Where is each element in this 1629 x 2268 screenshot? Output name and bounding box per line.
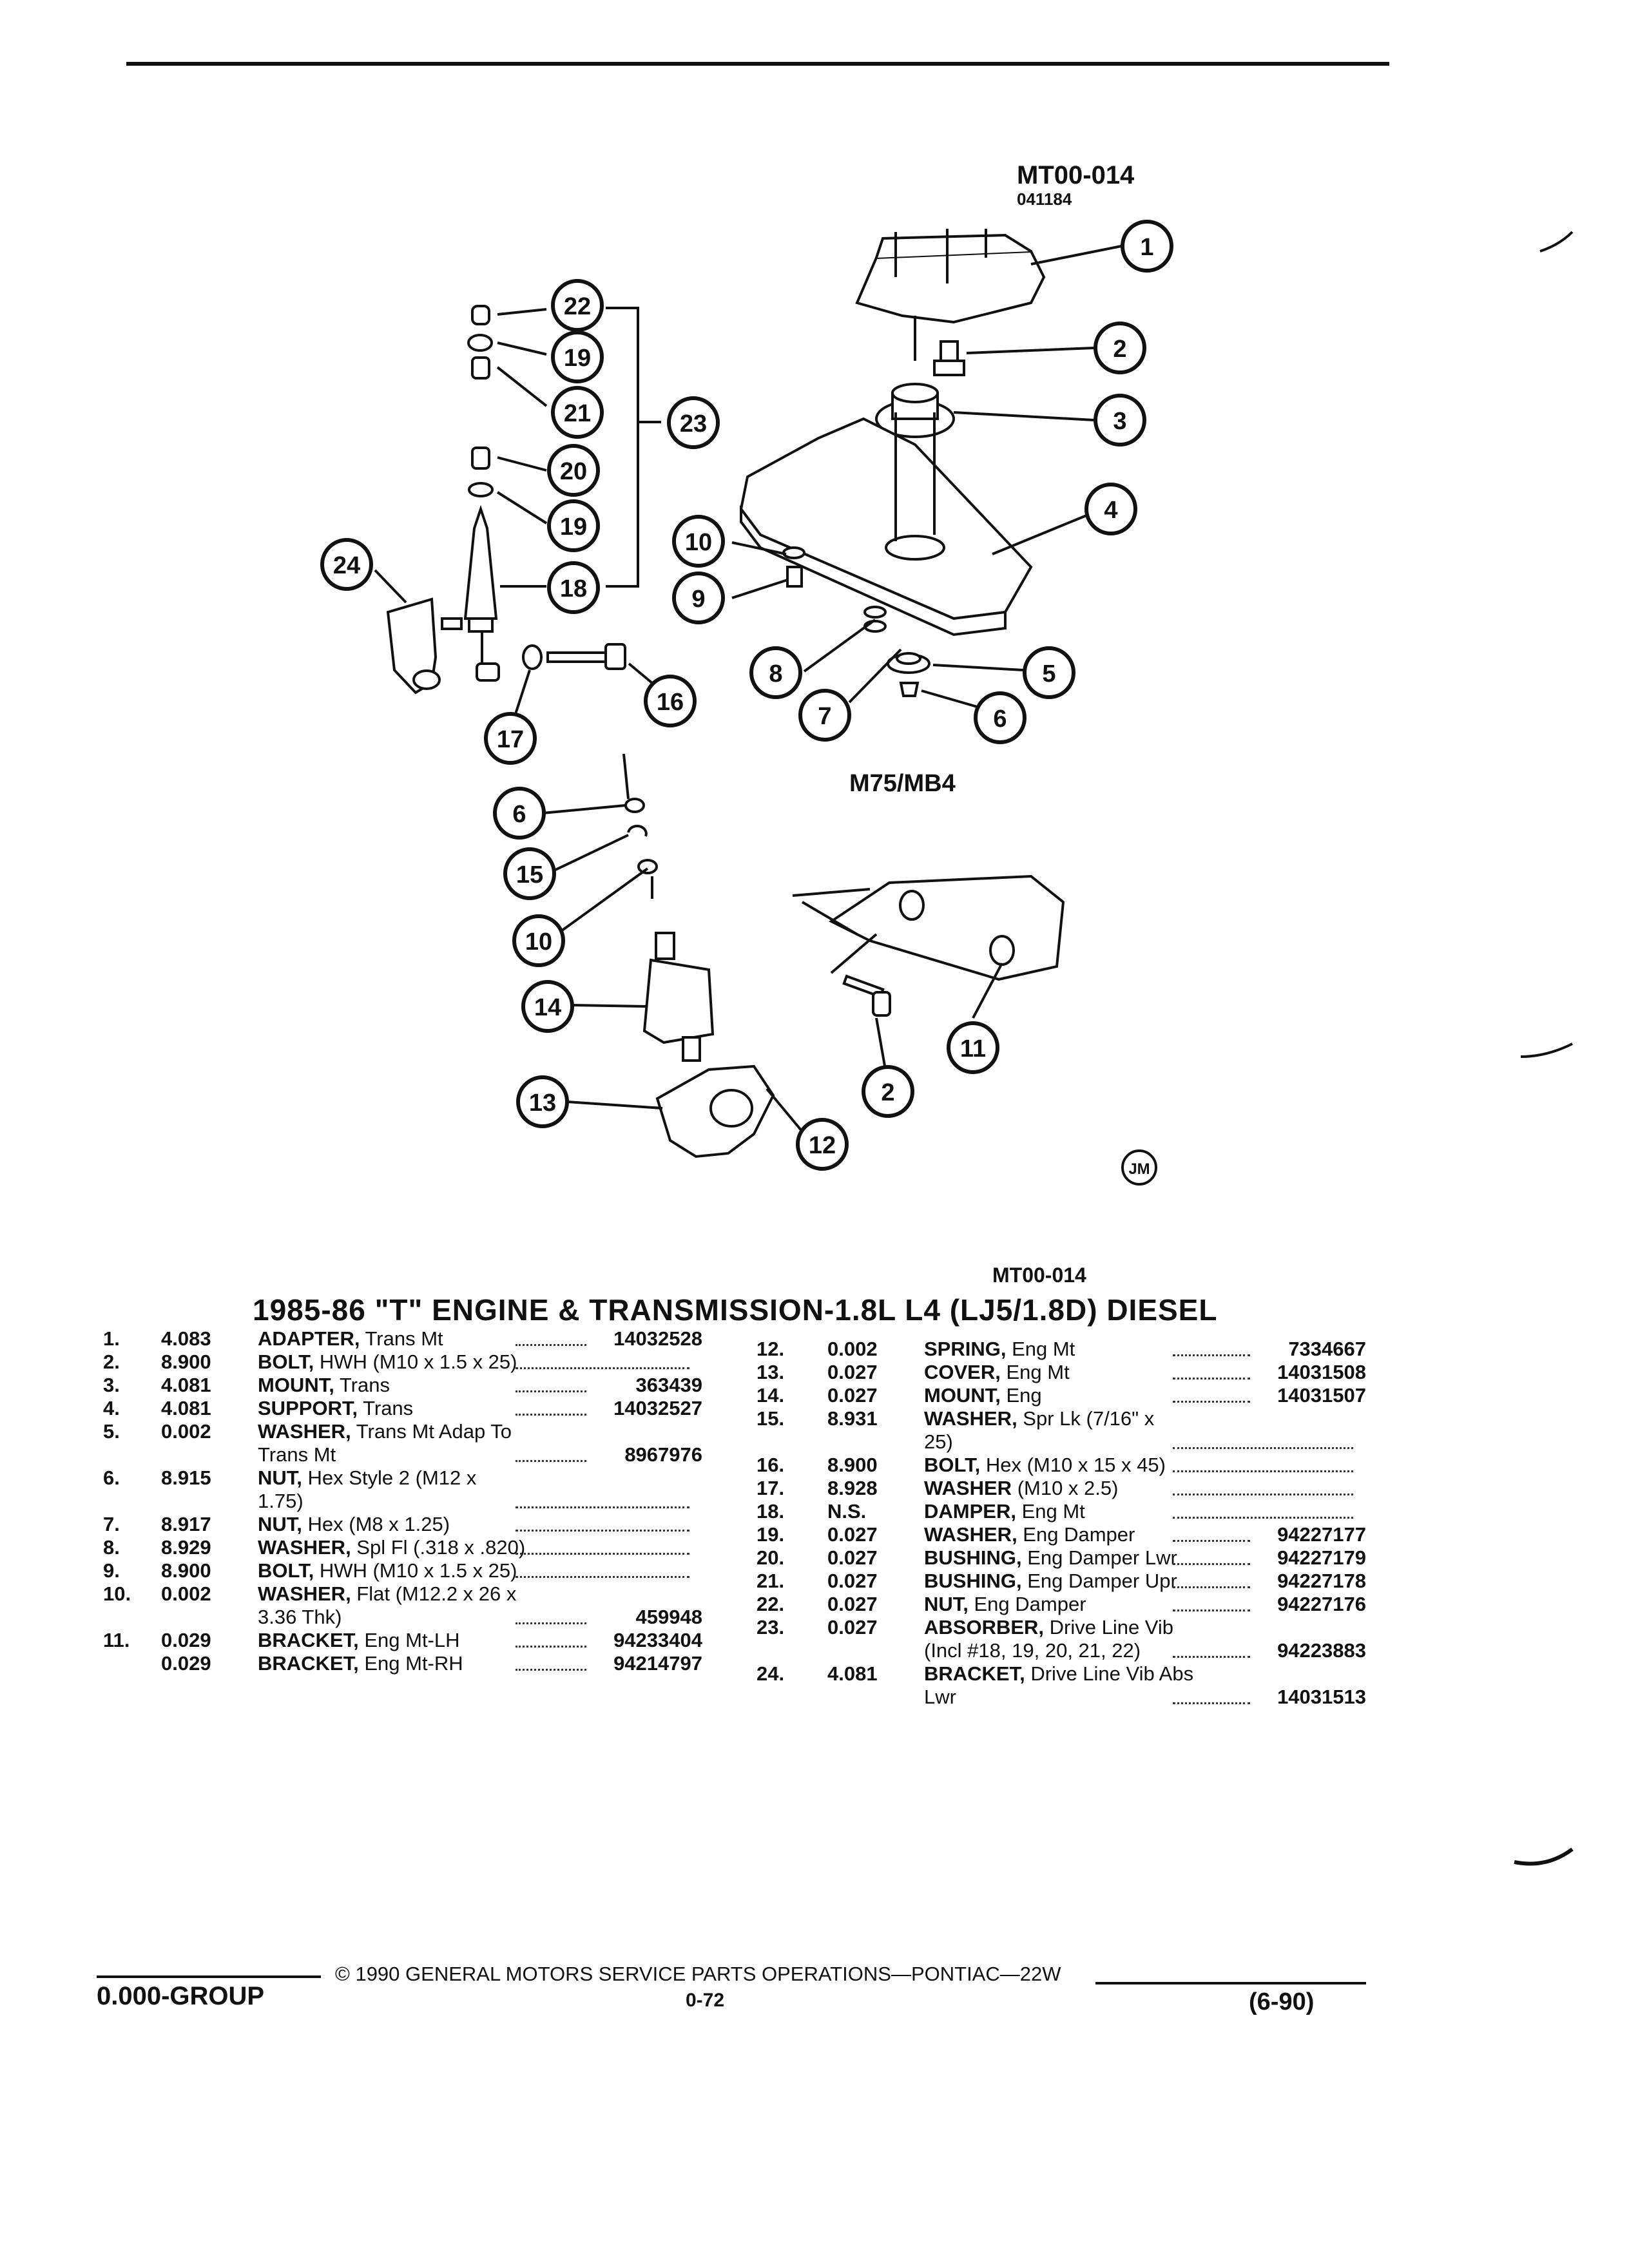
part-description <box>924 1338 1075 1361</box>
part-index: 18. <box>757 1500 785 1523</box>
part-number: 94223883 <box>1277 1639 1366 1662</box>
bolt-hwh-upper <box>934 341 964 375</box>
part-group-code: 0.029 <box>161 1652 211 1675</box>
part-row <box>747 1523 1366 1546</box>
part-name: BOLT, <box>924 1454 981 1476</box>
part-group-code: 0.027 <box>827 1570 878 1592</box>
part-index: 16. <box>757 1454 785 1476</box>
part-row <box>747 1454 1366 1477</box>
part-name: NUT, <box>924 1593 969 1615</box>
part-spec: Drive Line Vib Abs <box>1025 1662 1194 1685</box>
part-group-code: 8.929 <box>161 1536 211 1559</box>
svg-text:4: 4 <box>1104 497 1118 524</box>
part-name: WASHER, <box>924 1523 1017 1546</box>
part-index: 9. <box>103 1559 120 1582</box>
part-group-code: 0.027 <box>827 1546 878 1569</box>
part-row <box>103 1652 702 1675</box>
dot-leader <box>516 1576 689 1578</box>
part-spec: Hex (M10 x 15 x 45) <box>980 1454 1166 1476</box>
washer-spl-fl <box>865 607 885 631</box>
part-name: WASHER, <box>258 1582 351 1605</box>
part-name: SPRING, <box>924 1338 1007 1360</box>
part-index: 4. <box>103 1397 120 1419</box>
part-spec: Spr Lk (7/16" x <box>1017 1407 1155 1430</box>
part-spec: Eng Damper <box>968 1593 1086 1615</box>
part-group-code: 0.027 <box>827 1523 878 1546</box>
part-spec: Eng Mt <box>1016 1500 1085 1523</box>
callout-5 <box>1025 648 1074 697</box>
part-row <box>747 1662 1366 1709</box>
part-name: ABSORBER, <box>924 1616 1045 1639</box>
jm-logo-text: JM <box>1128 1160 1150 1178</box>
part-row <box>103 1559 702 1582</box>
diagram-ref-code: MT00-014 <box>1017 161 1135 189</box>
part-spec: Trans Mt <box>360 1327 443 1350</box>
footer-rule-left <box>97 1975 321 1978</box>
part-name: ADAPTER, <box>258 1327 360 1350</box>
part-row <box>103 1420 702 1466</box>
part-index: 20. <box>757 1546 785 1569</box>
part-description <box>258 1397 413 1420</box>
part-row <box>747 1616 1366 1662</box>
svg-text:13: 13 <box>528 1090 557 1117</box>
part-index: 10. <box>103 1582 131 1605</box>
part-group-code: 4.081 <box>161 1397 211 1419</box>
part-description <box>258 1374 390 1397</box>
part-name: COVER, <box>924 1361 1001 1383</box>
part-description <box>924 1477 1118 1500</box>
svg-text:12: 12 <box>808 1132 836 1159</box>
part-index: 19. <box>757 1523 785 1546</box>
part-row <box>747 1407 1366 1454</box>
part-index: 6. <box>103 1466 120 1489</box>
part-name: BOLT, <box>258 1559 314 1582</box>
dot-leader <box>1173 1378 1250 1379</box>
part-spec: Hex (M8 x 1.25) <box>302 1513 450 1535</box>
part-number: 94227179 <box>1277 1546 1366 1569</box>
dot-leader <box>1173 1447 1353 1449</box>
part-group-code: 8.928 <box>827 1477 878 1499</box>
part-row <box>747 1384 1366 1407</box>
callout-16 <box>646 677 695 726</box>
part-name: MOUNT, <box>258 1374 334 1396</box>
engine-mount <box>644 933 713 1061</box>
callout-13 <box>518 1077 567 1126</box>
part-index: 2. <box>103 1350 120 1373</box>
callout-3 <box>1095 396 1144 445</box>
part-group-code: 0.002 <box>827 1338 878 1360</box>
part-index: 14. <box>757 1384 785 1407</box>
dot-leader <box>1173 1517 1353 1519</box>
part-spec-cont: Lwr <box>924 1686 956 1708</box>
part-spec: Eng Damper Lwr <box>1021 1546 1177 1569</box>
part-spec: Trans <box>334 1374 390 1396</box>
callout-24 <box>322 540 371 589</box>
svg-text:20: 20 <box>559 458 588 485</box>
part-group-code: 0.027 <box>827 1384 878 1407</box>
callout-15 <box>505 849 554 898</box>
part-description <box>924 1384 1042 1407</box>
part-description <box>258 1466 476 1490</box>
part-name: WASHER <box>924 1477 1012 1499</box>
part-name: NUT, <box>258 1466 302 1489</box>
callout-8 <box>751 648 800 697</box>
svg-text:18: 18 <box>559 575 588 602</box>
callout-6 <box>976 693 1025 742</box>
dot-leader <box>516 1530 689 1532</box>
engine-mount-bracket <box>793 876 1063 979</box>
part-spec: Drive Line Vib <box>1044 1616 1174 1639</box>
part-index: 21. <box>757 1570 785 1592</box>
part-number: 94227178 <box>1277 1570 1366 1592</box>
part-row <box>103 1629 702 1652</box>
part-name: DAMPER, <box>924 1500 1016 1523</box>
part-description <box>258 1536 525 1559</box>
part-name: WASHER, <box>924 1407 1017 1430</box>
part-group-code: 8.917 <box>161 1513 211 1535</box>
svg-text:5: 5 <box>1042 660 1056 687</box>
part-row <box>103 1466 702 1513</box>
svg-text:6: 6 <box>993 706 1007 733</box>
svg-text:9: 9 <box>691 586 706 613</box>
part-index: 24. <box>757 1662 785 1685</box>
dot-leader <box>1173 1610 1250 1611</box>
dot-leader <box>516 1669 586 1671</box>
part-index: 1. <box>103 1327 120 1350</box>
part-group-code: 8.931 <box>827 1407 878 1430</box>
part-spec: HWH (M10 x 1.5 x 25) <box>314 1559 517 1582</box>
part-index: 22. <box>757 1593 785 1615</box>
svg-text:10: 10 <box>684 529 713 556</box>
dot-leader <box>516 1367 689 1369</box>
bottom-ref-code: MT00-014 <box>992 1264 1086 1287</box>
part-spec: Trans <box>358 1397 414 1419</box>
part-description <box>258 1652 463 1675</box>
callout-1 <box>1123 222 1171 271</box>
part-name: WASHER, <box>258 1420 351 1443</box>
part-name: BRACKET, <box>258 1652 359 1675</box>
dot-leader <box>516 1414 586 1416</box>
part-description <box>258 1420 512 1443</box>
part-number: 14032528 <box>613 1327 702 1350</box>
part-number: 14031507 <box>1277 1384 1366 1407</box>
part-group-code: 0.029 <box>161 1629 211 1651</box>
drive-line-vib-bracket <box>388 599 461 693</box>
part-group-code: 4.083 <box>161 1327 211 1350</box>
part-spec: Eng Damper Upr <box>1021 1570 1177 1592</box>
part-row <box>103 1513 702 1536</box>
callout-7 <box>800 691 849 740</box>
part-spec: Spl Fl (.318 x .820) <box>351 1536 526 1559</box>
part-name: BUSHING, <box>924 1570 1022 1592</box>
part-number: 94214797 <box>613 1652 702 1675</box>
svg-text:14: 14 <box>534 994 562 1021</box>
dot-leader <box>516 1460 586 1462</box>
part-group-code: 0.002 <box>161 1582 211 1605</box>
part-description <box>258 1629 460 1652</box>
svg-text:22: 22 <box>563 293 592 320</box>
part-row <box>103 1582 702 1629</box>
callout-18 <box>549 563 598 612</box>
part-spec: Eng Mt-LH <box>358 1629 460 1651</box>
part-spec: (M10 x 2.5) <box>1012 1477 1119 1499</box>
callout-4 <box>1086 485 1135 533</box>
part-group-code: 4.081 <box>161 1374 211 1396</box>
callout-10 <box>674 517 723 566</box>
dot-leader <box>516 1622 586 1624</box>
callout-11 <box>949 1023 998 1072</box>
part-number: 14031513 <box>1277 1686 1366 1708</box>
callout-10-lower <box>514 916 563 965</box>
part-group-code: 8.900 <box>161 1350 211 1373</box>
footer-group-label: 0.000-GROUP <box>97 1982 265 2010</box>
part-row <box>747 1338 1366 1361</box>
bolt-hex-damper <box>523 644 625 669</box>
dot-leader <box>1173 1702 1250 1704</box>
part-spec: Eng Mt <box>1006 1338 1075 1360</box>
part-row <box>747 1546 1366 1570</box>
callout-19-lower <box>549 501 598 550</box>
part-description <box>258 1513 450 1536</box>
part-group-code: 0.027 <box>827 1593 878 1615</box>
part-index: 7. <box>103 1513 120 1535</box>
callout-14 <box>523 982 572 1031</box>
part-number: 14031508 <box>1277 1361 1366 1383</box>
part-index: 17. <box>757 1477 785 1499</box>
part-number: 7334667 <box>1288 1338 1366 1360</box>
part-number: 459948 <box>635 1606 702 1628</box>
callout-19-upper <box>553 332 602 381</box>
dot-leader <box>516 1390 586 1392</box>
part-spec-cont: 25) <box>924 1430 953 1453</box>
svg-text:16: 16 <box>656 689 684 716</box>
part-description <box>924 1454 1166 1477</box>
callout-2-lower <box>863 1067 912 1116</box>
footer-page-number: 0-72 <box>686 1990 725 2011</box>
svg-text:17: 17 <box>496 726 525 753</box>
part-name: WASHER, <box>258 1536 351 1559</box>
part-name: MOUNT, <box>924 1384 1001 1407</box>
svg-text:21: 21 <box>563 400 592 427</box>
transmission-mount <box>876 384 954 437</box>
part-group-code: 8.900 <box>827 1454 878 1476</box>
part-group-code: 0.027 <box>827 1616 878 1639</box>
callout-20 <box>549 446 598 495</box>
transmission-support <box>741 412 1031 635</box>
part-description <box>258 1559 517 1582</box>
dot-leader <box>1173 1586 1250 1588</box>
part-description <box>924 1523 1135 1546</box>
part-group-code: 8.900 <box>161 1559 211 1582</box>
dot-leader <box>1173 1563 1250 1565</box>
part-spec: Eng <box>1000 1384 1042 1407</box>
part-row <box>103 1536 702 1559</box>
dot-leader <box>1173 1494 1353 1495</box>
part-description <box>924 1662 1193 1686</box>
part-spec: Trans Mt Adap To <box>351 1420 512 1443</box>
part-group-code: N.S. <box>827 1500 867 1523</box>
part-description <box>924 1361 1070 1384</box>
svg-text:2: 2 <box>1113 336 1127 363</box>
svg-text:19: 19 <box>559 514 588 541</box>
part-spec: Flat (M12.2 x 26 x <box>351 1582 517 1605</box>
callout-22 <box>553 281 602 330</box>
jm-logo <box>1123 1151 1156 1184</box>
part-index: 5. <box>103 1420 120 1443</box>
svg-text:8: 8 <box>769 660 783 687</box>
dot-leader <box>1173 1354 1250 1356</box>
part-row <box>747 1570 1366 1593</box>
part-name: BRACKET, <box>258 1629 359 1651</box>
part-description <box>924 1570 1177 1593</box>
part-row <box>747 1593 1366 1616</box>
part-spec: HWH (M10 x 1.5 x 25) <box>314 1350 517 1373</box>
part-number: 94227177 <box>1277 1523 1366 1546</box>
part-group-code: 0.027 <box>827 1361 878 1383</box>
dot-leader <box>516 1344 586 1346</box>
svg-text:11: 11 <box>959 1035 987 1062</box>
part-index: 23. <box>757 1616 785 1639</box>
svg-text:24: 24 <box>333 552 361 579</box>
callout-2 <box>1095 323 1144 372</box>
dot-leader <box>516 1553 689 1555</box>
part-index: 15. <box>757 1407 785 1430</box>
part-number: 363439 <box>635 1374 702 1396</box>
part-index: 8. <box>103 1536 120 1559</box>
engine-mount-cover <box>657 1066 773 1157</box>
dot-leader <box>1173 1540 1250 1542</box>
part-number: 14032527 <box>613 1397 702 1419</box>
part-row <box>103 1350 702 1374</box>
part-row <box>747 1477 1366 1500</box>
part-row <box>103 1374 702 1397</box>
dot-leader <box>1173 1401 1250 1403</box>
part-name: BRACKET, <box>924 1662 1025 1685</box>
part-description <box>924 1500 1085 1523</box>
part-row <box>747 1361 1366 1384</box>
part-group-code: 8.915 <box>161 1466 211 1489</box>
part-group-code: 4.081 <box>827 1662 878 1685</box>
engine-mount-washers <box>626 799 657 899</box>
part-index: 11. <box>103 1629 130 1651</box>
callout-17 <box>486 714 535 763</box>
part-description <box>924 1593 1086 1616</box>
part-spec: Eng Damper <box>1017 1523 1135 1546</box>
part-name: BUSHING, <box>924 1546 1022 1569</box>
part-description <box>258 1582 516 1606</box>
callout-21 <box>553 388 602 437</box>
svg-text:15: 15 <box>516 861 544 889</box>
part-spec: Eng Mt <box>1000 1361 1070 1383</box>
part-number: 94227176 <box>1277 1593 1366 1615</box>
part-name: SUPPORT, <box>258 1397 358 1419</box>
callout-6-lower <box>495 789 544 838</box>
part-description <box>924 1407 1154 1430</box>
svg-text:2: 2 <box>881 1079 895 1106</box>
part-number: 8967976 <box>624 1443 702 1466</box>
svg-text:19: 19 <box>563 345 592 372</box>
part-spec-cont: 3.36 Thk) <box>258 1606 342 1628</box>
svg-text:10: 10 <box>525 928 553 956</box>
part-group-code: 0.002 <box>161 1420 211 1443</box>
part-name: NUT, <box>258 1513 302 1535</box>
svg-text:3: 3 <box>1113 408 1127 435</box>
part-index: 3. <box>103 1374 120 1396</box>
section-title: 1985-86 "T" ENGINE & TRANSMISSION-1.8L L4 (LJ5/1.8D) DIESEL <box>253 1293 1218 1327</box>
part-description <box>258 1327 443 1350</box>
bolt-hwh-bracket <box>844 976 890 1015</box>
dot-leader <box>1173 1656 1250 1658</box>
part-description <box>924 1546 1177 1570</box>
diagram-ref-date: 041184 <box>1017 189 1072 209</box>
callout-9 <box>674 573 723 622</box>
part-spec-cont: Trans Mt <box>258 1443 336 1466</box>
svg-text:1: 1 <box>1140 234 1154 261</box>
part-description <box>924 1616 1173 1639</box>
part-index: 13. <box>757 1361 785 1383</box>
part-row <box>103 1397 702 1420</box>
part-spec-cont: 1.75) <box>258 1490 304 1512</box>
svg-text:23: 23 <box>679 410 708 437</box>
margin-tick <box>1508 1830 1585 1881</box>
footer-copyright: © 1990 GENERAL MOTORS SERVICE PARTS OPERATIONS—PONTIAC—22W <box>335 1963 1061 1985</box>
part-description <box>258 1350 517 1374</box>
part-index: 12. <box>757 1338 785 1360</box>
model-label: M75/MB4 <box>849 770 956 797</box>
part-row <box>747 1500 1366 1523</box>
callout-12 <box>798 1120 847 1169</box>
part-spec: Eng Mt-RH <box>358 1652 463 1675</box>
footer-rule-right <box>1095 1982 1366 1984</box>
dot-leader <box>516 1646 586 1648</box>
part-row <box>103 1327 702 1350</box>
footer-revision: (6-90) <box>1249 1988 1315 2015</box>
nut-hex-lower <box>901 683 918 696</box>
svg-text:7: 7 <box>818 703 832 730</box>
callout-23 <box>669 398 718 447</box>
dot-leader <box>516 1506 689 1508</box>
part-spec-cont: (Incl #18, 19, 20, 21, 22) <box>924 1639 1141 1662</box>
damper-stack <box>465 306 499 680</box>
part-name: BOLT, <box>258 1350 314 1373</box>
part-spec: Hex Style 2 (M12 x <box>302 1466 477 1489</box>
part-number: 94233404 <box>613 1629 702 1651</box>
dot-leader <box>1173 1470 1353 1472</box>
svg-text:6: 6 <box>512 801 526 828</box>
